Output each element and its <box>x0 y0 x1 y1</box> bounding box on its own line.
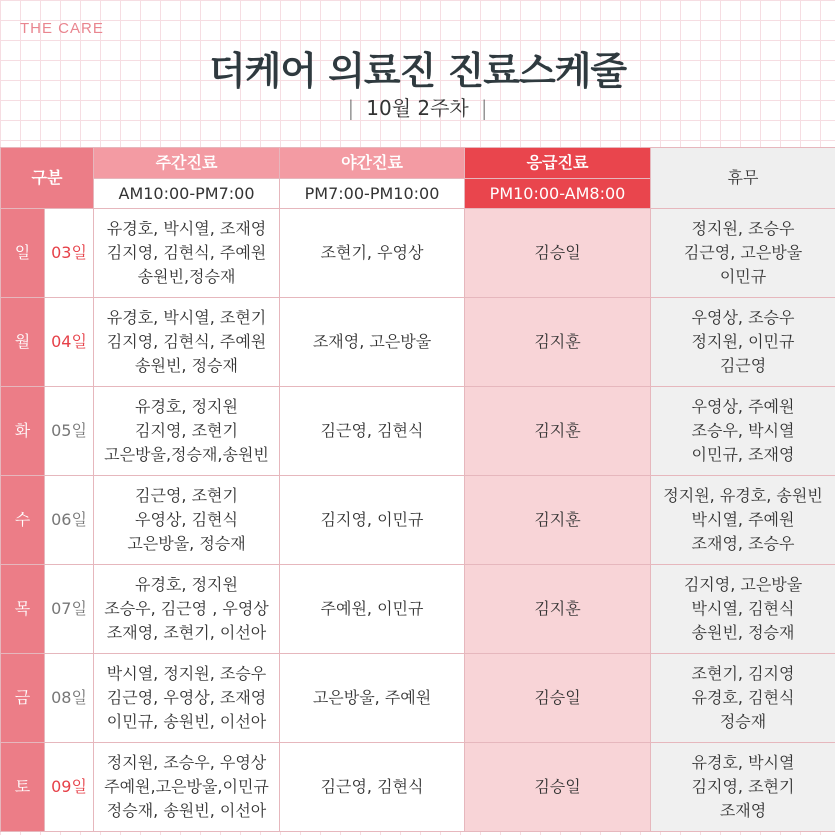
weekday-cell: 월 <box>1 298 45 387</box>
day-clinic-cell <box>94 743 280 832</box>
schedule-row <box>1 654 835 743</box>
header-day-time: AM10:00-PM7:00 <box>94 179 280 209</box>
staff-names-line: 김근영, 김현식 <box>320 777 424 796</box>
subtitle-bar-left: | <box>347 96 355 120</box>
week-label: 10월 2주차 <box>366 96 469 120</box>
staff-names-line: 김근영, 고은방울 <box>683 243 803 262</box>
off-cell <box>651 209 835 298</box>
off-cell <box>651 298 835 387</box>
emergency-clinic-cell <box>465 298 651 387</box>
emergency-clinic-cell <box>465 654 651 743</box>
staff-names-line: 우영상, 김현식 <box>135 510 238 529</box>
emergency-clinic-cell <box>465 209 651 298</box>
schedule-row <box>1 476 835 565</box>
staff-names-line: 조현기, 우영상 <box>320 243 424 262</box>
off-cell <box>651 565 835 654</box>
staff-names-line: 주예원, 이민규 <box>320 599 424 618</box>
staff-names-line: 김지영, 조현기 <box>691 777 795 796</box>
staff-names-line: 조재영, 고은방울 <box>312 332 432 351</box>
staff-names-line: 김지훈 <box>534 510 581 529</box>
schedule-row <box>1 209 835 298</box>
weekday-cell: 일 <box>1 209 45 298</box>
staff-names-line: 유경호, 정지원 <box>135 575 238 594</box>
header-night-clinic: 야간진료 <box>280 148 465 179</box>
night-clinic-cell <box>280 387 465 476</box>
staff-names-line: 유경호, 박시열 <box>691 753 795 772</box>
staff-names-line: 조현기, 김지영 <box>691 664 795 683</box>
staff-names-line: 김근영, 김현식 <box>320 421 424 440</box>
date-cell: 06일 <box>45 476 94 565</box>
staff-names-line: 조재영, 조현기, 이선아 <box>106 623 267 642</box>
schedule-row <box>1 565 835 654</box>
header-off: 휴무 <box>651 148 835 209</box>
header-night-time: PM7:00-PM10:00 <box>280 179 465 209</box>
staff-names-line: 유경호, 정지원 <box>135 397 238 416</box>
day-clinic-cell <box>94 654 280 743</box>
staff-names-line: 정지원, 조승우, 우영상 <box>106 753 267 772</box>
page-title: 더케어 의료진 진료스케줄 <box>208 49 627 93</box>
day-clinic-cell <box>94 476 280 565</box>
night-clinic-cell <box>280 298 465 387</box>
emergency-clinic-cell <box>465 743 651 832</box>
date-cell: 09일 <box>45 743 94 832</box>
staff-names-line: 김승일 <box>534 243 581 262</box>
staff-names-line: 김지훈 <box>534 421 581 440</box>
staff-names-line: 고은방울, 정승재 <box>127 534 246 553</box>
schedule-row <box>1 387 835 476</box>
staff-names-line: 박시열, 정지원, 조승우 <box>106 664 267 683</box>
staff-names-line: 조재영, 조승우 <box>691 534 795 553</box>
staff-names-line: 박시열, 김현식 <box>691 599 795 618</box>
off-cell <box>651 743 835 832</box>
staff-names-line: 송원빈, 정승재 <box>691 623 795 642</box>
day-clinic-cell <box>94 565 280 654</box>
staff-names-line: 정지원, 이민규 <box>691 332 795 351</box>
emergency-clinic-cell <box>465 565 651 654</box>
off-cell <box>651 387 835 476</box>
off-cell <box>651 476 835 565</box>
weekday-cell: 수 <box>1 476 45 565</box>
header-row <box>1 148 835 179</box>
staff-names-line: 김지영, 이민규 <box>320 510 424 529</box>
night-clinic-cell <box>280 209 465 298</box>
staff-names-line: 김근영 <box>719 356 767 375</box>
staff-names-line: 우영상, 주예원 <box>691 397 795 416</box>
staff-names-line: 김승일 <box>534 688 581 707</box>
staff-names-line: 김근영, 우영상, 조재영 <box>106 688 267 707</box>
staff-names-line: 정지원, 조승우 <box>691 219 795 238</box>
staff-names-line: 유경호, 박시열, 조현기 <box>106 308 267 327</box>
brand-logo-text: THE CARE <box>20 20 104 37</box>
header-emergency-time: PM10:00-AM8:00 <box>465 179 651 209</box>
staff-names-line: 유경호, 박시열, 조재영 <box>106 219 267 238</box>
staff-names-line: 김지훈 <box>534 332 581 351</box>
staff-names-line: 고은방울, 주예원 <box>312 688 432 707</box>
weekday-cell: 화 <box>1 387 45 476</box>
off-cell <box>651 654 835 743</box>
header-emergency-clinic: 응급진료 <box>465 148 651 179</box>
schedule-row <box>1 298 835 387</box>
date-cell: 07일 <box>45 565 94 654</box>
night-clinic-cell <box>280 654 465 743</box>
staff-names-line: 김지영, 김현식, 주예원 <box>106 243 267 262</box>
weekday-cell: 금 <box>1 654 45 743</box>
staff-names-line: 조승우, 박시열 <box>691 421 795 440</box>
staff-names-line: 정지원, 유경호, 송원빈 <box>663 486 823 505</box>
staff-names-line: 정승재 <box>719 712 767 731</box>
staff-names-line: 고은방울,정승재,송원빈 <box>104 445 269 464</box>
staff-names-line: 송원빈, 정승재 <box>135 356 238 375</box>
date-cell: 05일 <box>45 387 94 476</box>
staff-names-line: 김지영, 김현식, 주예원 <box>106 332 267 351</box>
header-day-clinic: 주간진료 <box>94 148 280 179</box>
staff-names-line: 주예원,고은방울,이민규 <box>104 777 269 796</box>
emergency-clinic-cell <box>465 476 651 565</box>
staff-names-line: 김지영, 조현기 <box>135 421 238 440</box>
staff-names-line: 김승일 <box>534 777 581 796</box>
staff-names-line: 김지훈 <box>534 599 581 618</box>
page-subtitle <box>0 92 835 121</box>
weekday-cell: 토 <box>1 743 45 832</box>
date-cell: 08일 <box>45 654 94 743</box>
subtitle-bar-right: | <box>480 96 488 120</box>
staff-names-line: 박시열, 주예원 <box>691 510 795 529</box>
emergency-clinic-cell <box>465 387 651 476</box>
day-clinic-cell <box>94 209 280 298</box>
staff-names-line: 유경호, 김현식 <box>691 688 795 707</box>
night-clinic-cell <box>280 743 465 832</box>
staff-names-line: 김근영, 조현기 <box>135 486 238 505</box>
schedule-table <box>0 147 835 832</box>
staff-names-line: 이민규, 조재영 <box>691 445 795 464</box>
day-clinic-cell <box>94 298 280 387</box>
weekday-cell: 목 <box>1 565 45 654</box>
schedule-row <box>1 743 835 832</box>
staff-names-line: 김지영, 고은방울 <box>683 575 803 594</box>
staff-names-line: 이민규, 송원빈, 이선아 <box>106 712 267 731</box>
day-clinic-cell <box>94 387 280 476</box>
staff-names-line: 조승우, 김근영 , 우영상 <box>104 599 269 618</box>
night-clinic-cell <box>280 476 465 565</box>
date-cell: 03일 <box>45 209 94 298</box>
staff-names-line: 송원빈,정승재 <box>137 267 236 286</box>
header-gubun: 구분 <box>1 148 94 209</box>
night-clinic-cell <box>280 565 465 654</box>
date-cell: 04일 <box>45 298 94 387</box>
staff-names-line: 우영상, 조승우 <box>691 308 795 327</box>
staff-names-line: 조재영 <box>719 801 767 820</box>
staff-names-line: 이민규 <box>719 267 767 286</box>
staff-names-line: 정승재, 송원빈, 이선아 <box>106 801 267 820</box>
